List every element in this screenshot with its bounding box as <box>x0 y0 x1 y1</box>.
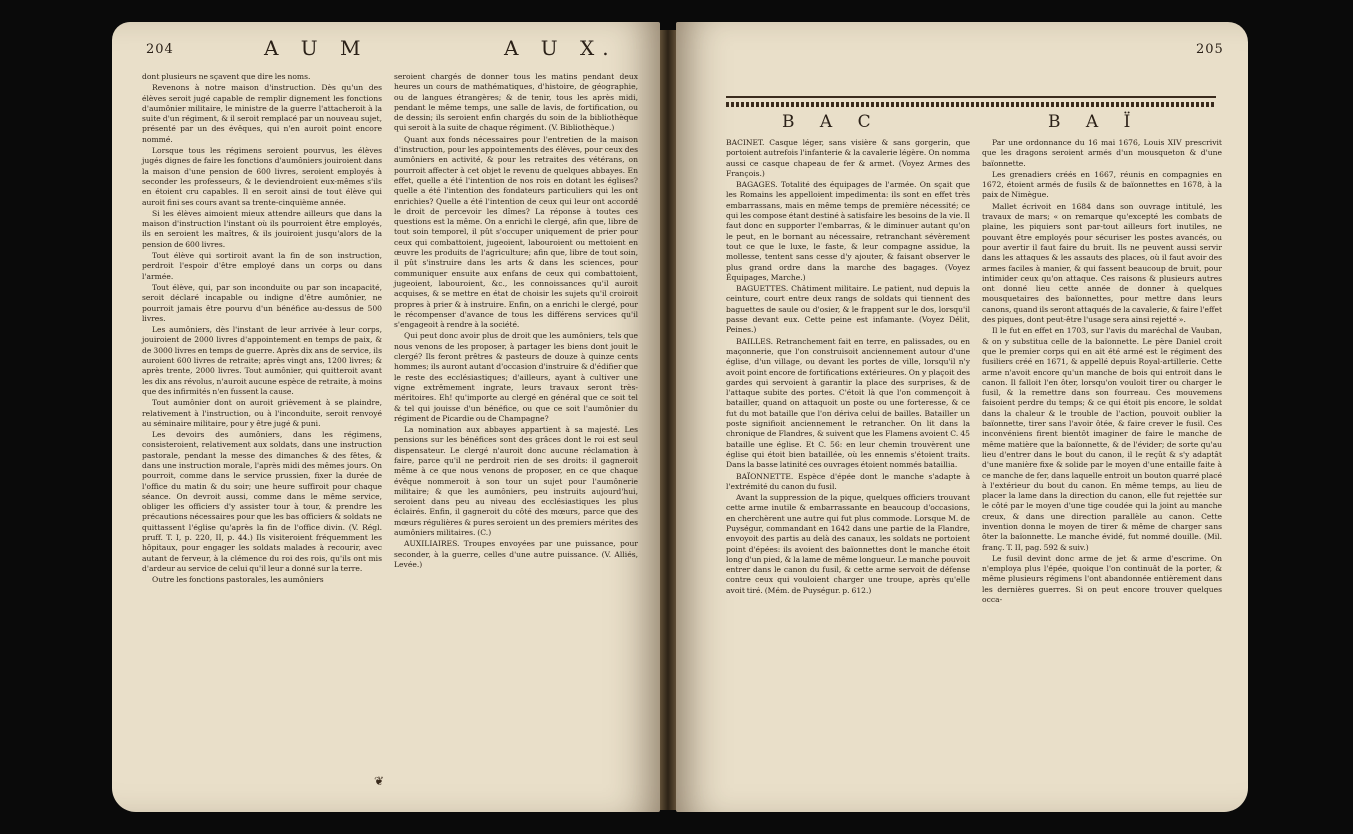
paragraph: Le fusil devint donc arme de jet & arme d'escrime. On n'employa plus l'épée, quoique l'on continuât de la porter, & même plusieurs régimens l'ont abandonnée entièrement dans les dernières guerres. Si on peut encore trouver quelques occa- <box>982 553 1222 605</box>
header-ornament-bar <box>726 102 1216 107</box>
paragraph: Avant la suppression de la pique, quelques officiers trouvant cette arme inutile & embarrassante en beaucoup d'occasions, en cherchèrent une autre qui fut plus commode. Lorsque M. de Puységur, commandant en 1642 dans une partie de la Flandre, envoyoit des partis au delà des canaux, les soldats ne portoient point d'épées: ils avoient des baïonnettes dont le manche étoit long d'un pied, & la lame de même longueur. Le manche pouvoit entrer dans le canon du fusil, & cette arme servoit de défense contre ceux qui vouloient charger une troupe, après qu'elle avoit tiré. (Mém. de Puységur. p. 612.) <box>726 493 970 595</box>
left-running-head-aum: A U M <box>264 36 369 60</box>
entry-bailles: BAILLES. Retranchement fait en terre, en palissades, ou en maçonnerie, que l'on construisoit anciennement autour d'une église, d'un village, ou devant les portes de ville, lorsqu'il n'y avoit point encore de fortifications extérieures. On y plaçoit des gardes qui servoient à garantir la place des surprises, & de l'attaque subite des portes. C'étoit là que l'on commençoit à batailler, quand on attaquoit un poste ou une forteresse, & ce fut du mot bataille que l'on dériva celui de bailles. Batailler un poste signifioit anciennement le retrancher. On lit dans la chronique de Flandres, & suivent que les Flamens avoient C. 45 bataille une église. Et C. 56: en leur chemin trouvèrent une église qui étoit bien bataillée, où les ennemis s'étoient traits. Dans la basse latinité ces ouvrages étoient nommés bataillia. <box>726 336 970 470</box>
end-flourish-ornament: ❦ <box>374 774 385 788</box>
paragraph: seroient chargés de donner tous les matins pendant deux heures un cours de mathématiques, d'histoire, de géographie, ou de langues étrangères; & de tenir, tous les après midi, pendant le même temps, une salle de lavis, de fortification, ou de dessin; ils seroient enfin chargés du soin de la bibliothèque qui seroit à la suite de chaque régiment. (V. Bibliothèque.) <box>394 72 638 133</box>
paragraph: Les aumôniers, dès l'instant de leur arrivée à leur corps, jouiroient de 2000 livres d'appointement en temps de paix, & de 3000 livres en temps de guerre. Après dix ans de service, ils auroient 600 livres de retraite; après vingt ans, 1200 livres; & après trente, 2000 livres. Tout aumônier, qui quitteroit avant les dix ans révolus, n'auroit aucune espèce de retraite, à moins que des infirmités n'en fussent la cause. <box>142 325 382 396</box>
entry-bagages: BAGAGES. Totalité des équipages de l'armée. On sçait que les Romains les appelloient impedimenta: ils sont en effet très embarrassans, mais en même temps de première nécessité; ce qui les compose étant destiné à satisfaire les besoins de la vie. Il faut donc en supporter l'embarras, & le diminuer autant qu'on le peut, en le bornant au nécessaire, retranchant sévèrement tout ce que le luxe, le faste, & leur compagne assidue, la mollesse, tentent sans cesse d'y ajouter, & faisant observer le plus grand ordre dans la marche des bagages. (Voyez Équipages, Marche.) <box>726 180 970 282</box>
right-column-1 <box>726 138 970 597</box>
header-rule <box>726 96 1216 98</box>
left-page <box>112 22 660 812</box>
left-column-2 <box>394 72 638 571</box>
left-page-number: 204 <box>146 42 174 57</box>
entry-auxiliaires: AUXILIAIRES. Troupes envoyées par une puissance, pour seconder, à la guerre, celles d'une autre puissance. (V. Alliés, Levée.) <box>394 539 638 569</box>
section-title-bac: B A C <box>782 112 881 132</box>
paragraph: Les devoirs des aumôniers, dans les régimens, consisteroient, relativement aux soldats, dans une instruction pastorale, pendant la messe des dimanches & des fêtes, & dans une instruction morale, l'après midi des mêmes jours. On pourroit, comme dans le service prussien, fixer la durée de l'office du matin & du soir; une heure suffiroit pour chaque séance. On devroit aussi, comme dans le même service, obliger les officiers d'y assister tour à tour, & prendre les précautions nécessaires pour que les bas officiers & soldats ne quittassent l'église qu'après la fin de l'office divin. (V. Régl. pruff. T. I, p. 220, II, p. 44.) Ils visiteroient fréquemment les hôpitaux, pour engager les soldats malades à recourir, avec autant de ferveur, à la clémence du roi des rois, qu'ils ont mis d'ardeur au service de celui qu'il leur a donné sur la terre. <box>142 430 382 573</box>
paragraph: dont plusieurs ne sçavent que dire les noms. <box>142 72 311 81</box>
paragraph: Revenons à notre maison d'instruction. Dès qu'un des élèves seroit jugé capable de remplir dignement les fonctions d'aumônier militaire, le ministre de la guerre l'attacheroit à la suite d'un régiment, & il seroit remplacé par un nouveau sujet, présenté par un des évêques, qui n'en auroit point encore nommé. <box>142 83 382 144</box>
section-title-bai: B A Ï <box>1048 112 1141 132</box>
paragraph: Lorsque tous les régimens seroient pourvus, les élèves jugés dignes de faire les fonctions d'aumôniers jouiroient dans la maison d'une pension de 600 livres, seroient employés à seconder les professeurs, & le deviendroient eux-mêmes s'ils en étoient cru capables. Il en seroit ainsi de tout élève qui auroit fini ses cours avant sa trente-cinquième année. <box>142 146 382 207</box>
paragraph: Tout élève qui sortiroit avant la fin de son instruction, perdroit l'espoir d'être employé dans un corps ou dans l'armée. <box>142 251 382 281</box>
paragraph: Qui peut donc avoir plus de droit que les aumôniers, tels que nous venons de les proposer, à partager les biens dont jouit le clergé? Ils feront prêtres & pasteurs de douze à quinze cents hommes; ils auront autant d'occasion d'instruire & d'édifier que le reste des ecclésiastiques; d'ailleurs, ayant à cultiver une vigne extrêmement ingrate, leurs travaux seront très-méritoires. Eh! qu'importe au clergé en général que ce soit tel & tel qui jouisse d'un bénéfice, ou que ce soit l'aumônier du régiment de Picardie ou de Champagne? <box>394 331 638 423</box>
entry-bacinet: BACINET. Casque léger, sans visière & sans gorgerin, que portoient autrefois l'infanterie & la cavalerie légère. On nomma aussi ce casque chapeau de fer & armet. (Voyez Armes des François.) <box>726 138 970 178</box>
left-running-head-aux: A U X. <box>504 36 617 60</box>
book-gutter <box>658 30 678 810</box>
right-column-2 <box>982 138 1222 606</box>
paragraph: Quant aux fonds nécessaires pour l'entretien de la maison d'instruction, pour les appointements des élèves, pour ceux des aumôniers en activité, & pour les retraites des vétérans, on pourroit affecter à cet objet le revenu de quelques abbayes. En effet, quelle a été l'intention de nos rois en dotant les églises? quelle a été l'intention des fondateurs particuliers qui les ont enrichies? Quelle a été l'intention de ceux qui leur ont accordé le droit de percevoir les dîmes? La réponse à toutes ces questions est la même. On a enrichi le clergé, afin que, libre de tout soin temporel, il pût s'occuper uniquement de prier pour ceux qui combattoient, jugeoient, labouroient ou mettoient en œuvre les produits de l'agriculture; afin que, libre de tout soin, il pût s'instruire dans les arts & dans les sciences, pour communiquer ensuite aux enfans de ceux qui combattoient, jugeoient, labouroient, &c., les connoissances qu'il auroit acquises, & se mettre en état de choisir les sujets qu'il croiroit propres à prier & à instruire. Enfin, on a enrichi le clergé, pour le récompenser d'avance de tous les différens services qu'il s'engageoit à rendre à la société. <box>394 134 638 330</box>
entry-baguettes: BAGUETTES. Châtiment militaire. Le patient, nud depuis la ceinture, court entre deux rangs de soldats qui tiennent des baguettes de saule ou d'osier, & le frappent sur le dos, lorsqu'il passe devant eux. Cette peine est infamante. (Voyez Délit, Peines.) <box>726 284 970 335</box>
entry-baionnette: BAÏONNETTE. Espèce d'épée dont le manche s'adapte à l'extrémité du canon du fusil. <box>726 471 970 491</box>
paragraph: Si les élèves aimoient mieux attendre ailleurs que dans la maison d'instruction l'instant où ils pourroient être employés, ils en seroient les maîtres, & ils jouiroient jusqu'alors de la pension de 600 livres. <box>142 208 382 249</box>
paragraph: Tout aumônier dont on auroit grièvement à se plaindre, relativement à l'instruction, ou à l'inconduite, seroit renvoyé au séminaire militaire, pour y être jugé & puni. <box>142 398 382 428</box>
paragraph: Outre les fonctions pastorales, les aumôniers <box>152 575 324 585</box>
right-page <box>676 22 1248 812</box>
right-page-number: 205 <box>1196 42 1224 57</box>
paragraph: Les grenadiers créés en 1667, réunis en compagnies en 1672, étoient armés de fusils & de baïonnettes en 1678, à la paix de Nimègue. <box>982 169 1222 200</box>
paragraph: Tout élève, qui, par son inconduite ou par son incapacité, seroit déclaré incapable ou indigne d'être aumônier, ne pourroit jamais être pourvu d'un bénéfice au-dessus de 500 livres. <box>142 282 382 323</box>
paragraph: Il le fut en effet en 1703, sur l'avis du maréchal de Vauban, & on y substitua celle de la baïonnette. Le père Daniel croit que le premier corps qui en ait été armé est le régiment des fusiliers créé en 1671, & appellé depuis Royal-artillerie. Cette arme n'avoit encore qu'un manche de bois qui entroit dans le canon. Il falloit l'en ôter, lorsqu'on vouloit tirer ou charger le fusil, & la remettre dans son fourreau. Ces mouvemens faisoient perdre du temps; & ce qui étoit pis encore, le soldat dans la chaleur & le trouble de l'action, pouvoit oublier la baïonnette, tirer sans l'avoir ôtée, & faire crever le fusil. Ces inconvéniens firent bientôt imaginer de faire le manche de même matière que la baïonnette, & de l'évider; de sorte qu'au lieu d'entrer dans le bout du canon, il le reçût & s'y adaptât d'une manière fixe & solide par le moyen d'une entaille faite à ce manche de fer, dans laquelle entroit un bouton quarré placé à l'extérieur du bout du canon. En même temps, au lieu de placer la lame dans la direction du canon, elle fut rejettée sur le côté par le moyen d'une tige coudée qui la joint au manche creux, & dans une direction parallèle au canon. Cette invention donna le moyen de tirer & même de charger sans ôter la baïonnette. Le manche évidé, fut nommé douille. (Mil. franç. T. II, pag. 592 & suiv.) <box>982 326 1222 552</box>
paragraph: Mallet écrivoit en 1684 dans son ouvrage intitulé, les travaux de mars; « on remarque qu'excepté les combats de plaine, les piquiers sont par-tout ailleurs fort inutiles, ne pouvant être employés pour sécuriser les postes avancés, ou pour avertir il faut faire du bruit. Ils ne peuvent aussi servir dans les attaques & les assauts des places, où il faut avoir des armes faciles à manier, & qui fassent beaucoup de bruit, pour intimider ceux qu'on attaque. Ces raisons & plusieurs autres ont donné lieu cette année de donner à quelques mousquetaires des baïonnettes, pour mettre dans leurs canons, quand ils seront attaqués de la cavalerie, & faire l'effet des piques, dont peut-être l'usage sera ainsi rejetté ». <box>982 201 1222 325</box>
paragraph: Par une ordonnance du 16 mai 1676, Louis XIV prescrivit que les dragons seroient armés d'un mousqueton & d'une baïonnette. <box>982 138 1222 168</box>
left-column-1 <box>142 72 382 587</box>
paragraph: La nomination aux abbayes appartient à sa majesté. Les pensions sur les bénéfices sont des grâces dont le roi est seul dispensateur. Le clergé n'auroit donc aucune réclamation à faire, parce qu'il ne perdroit rien de ses droits: il gagneroit même à ce que nous venons de proposer, en ce que chaque évêque nommeroit à son tour un sujet pour l'aumônerie militaire; & que les aumôniers, peu instruits aujourd'hui, seroient dans peu au niveau des ecclésiastiques les plus éclairés. Enfin, il gagneroit du côté des mœurs, parce que des mœurs régulières & pures seroient un des premiers mérites des aumôniers militaires. (C.) <box>394 425 638 538</box>
